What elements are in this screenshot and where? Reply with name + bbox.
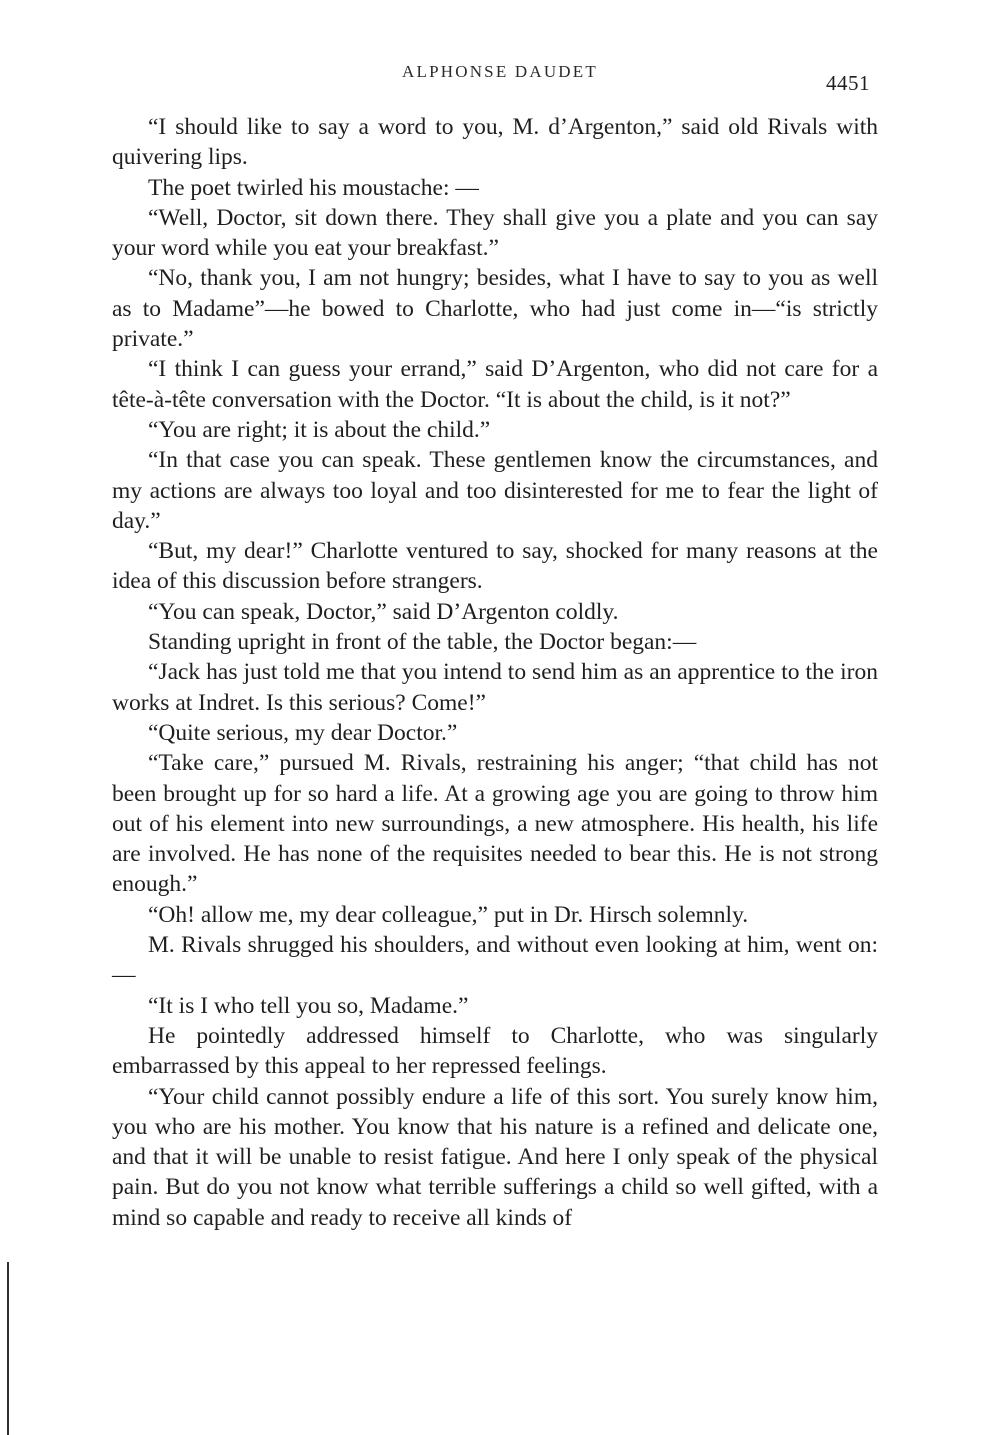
body-text: [112, 112, 878, 1233]
paragraph: “You can speak, Doctor,” said D’Argenton coldly.: [148, 598, 619, 625]
running-head: ALPHONSE DAUDET: [402, 62, 598, 81]
paragraph: “I think I can guess your errand,” said D’Argenton, who did not care for a tête-à-tête conversation with the Doctor. “It is about the child, is it not?”: [112, 356, 878, 413]
paragraph: The poet twirled his moustache: —: [148, 174, 479, 201]
paragraph: “Jack has just told me that you intend to send him as an apprentice to the iron works at Indret. Is this serious? Come!”: [112, 659, 878, 716]
paragraph: Standing upright in front of the table, the Doctor began:—: [148, 629, 697, 656]
page-number: 4451: [826, 71, 870, 95]
margin-scan-line: [7, 1262, 9, 1435]
paragraph: “Quite serious, my dear Doctor.”: [148, 719, 458, 746]
paragraph: “It is I who tell you so, Madame.”: [148, 992, 469, 1019]
paragraph: “Take care,” pursued M. Rivals, restraining his anger; “that child has not been brought up for so hard a life. At a growing age you are going to throw him out of his element into new surroundings, a new atmosphere. His health, his life are involved. He has none of the requisites needed to bear this. He is not strong enough.”: [112, 750, 878, 898]
paragraph: M. Rivals shrugged his shoulders, and without even looking at him, went on:—: [112, 932, 878, 989]
paragraph: “Well, Doctor, sit down there. They shall give you a plate and you can say your word while you eat your breakfast.”: [112, 204, 878, 262]
paragraph: “No, thank you, I am not hungry; besides, what I have to say to you as well as to Madame”—he bowed to Charlotte, who had just come in—“is strictly private.”: [112, 265, 878, 353]
paragraph: “But, my dear!” Charlotte ventured to say, shocked for many reasons at the idea of this discussion before strangers.: [112, 538, 878, 595]
paragraph: “In that case you can speak. These gentlemen know the circumstances, and my actions are always too loyal and too disinterested for me to fear the light of day.”: [112, 447, 878, 534]
paragraph: “Oh! allow me, my dear colleague,” put in Dr. Hirsch solemnly.: [148, 901, 749, 928]
paragraph: “Your child cannot possibly endure a life of this sort. You surely know him, you who are his mother. You know that his nature is a refined and delicate one, and that it will be unable to resist fatigue. And here I only speak of the physical pain. But do you not know what terrible sufferings a child so well gifted, with a mind so capable and ready to receive all kinds of: [112, 1083, 878, 1231]
paragraph: “I should like to say a word to you, M. d’Argenton,” said old Rivals with quivering lips.: [112, 114, 878, 171]
paragraph: “You are right; it is about the child.”: [148, 416, 491, 443]
paragraph: He pointedly addressed himself to Charlotte, who was singularly embarrassed by this appeal to her repressed feelings.: [112, 1022, 878, 1080]
